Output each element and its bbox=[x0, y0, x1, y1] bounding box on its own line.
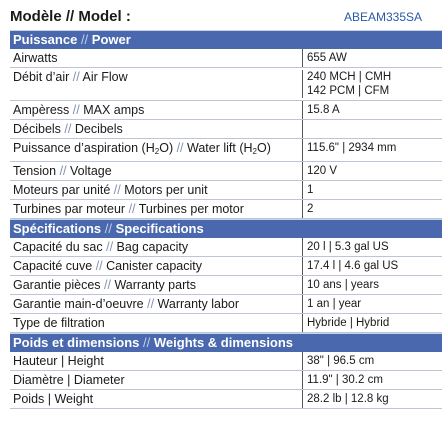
value-line: 2 bbox=[307, 203, 314, 215]
label-en: MAX amps bbox=[83, 103, 145, 117]
spec-value bbox=[302, 295, 442, 313]
spec-sections bbox=[10, 30, 442, 409]
value-line: 1 an | year bbox=[307, 298, 362, 310]
spec-value bbox=[302, 101, 442, 119]
spec-value bbox=[302, 314, 442, 332]
value-line: 142 PCM | CFM bbox=[307, 85, 390, 97]
spec-label bbox=[10, 162, 302, 180]
label-fr: Débit d’air bbox=[13, 70, 70, 84]
spec-value bbox=[302, 257, 442, 275]
spec-value bbox=[302, 49, 442, 67]
separator: // bbox=[125, 202, 139, 216]
separator: // bbox=[69, 70, 83, 84]
label-en: Motors per unit bbox=[124, 183, 208, 197]
spec-row bbox=[10, 162, 442, 181]
spec-value bbox=[302, 200, 442, 218]
value-line: 1 bbox=[307, 184, 314, 196]
spec-label bbox=[10, 390, 302, 408]
separator: // bbox=[101, 221, 116, 236]
value-line: 10 ans | years bbox=[307, 279, 380, 291]
label-fr: Capacité cuve bbox=[13, 259, 93, 273]
separator: // bbox=[77, 32, 92, 47]
spec-row bbox=[10, 139, 442, 162]
section-title-en: Power bbox=[91, 32, 131, 47]
label-fr: Décibels bbox=[13, 122, 61, 136]
spec-label bbox=[10, 276, 302, 294]
label-fr: Poids | Weight bbox=[13, 392, 94, 406]
label-en: Decibels bbox=[74, 122, 123, 136]
value-line: Hybride | Hybrid bbox=[307, 317, 390, 329]
spec-row bbox=[10, 120, 442, 139]
label-fr: Tension bbox=[13, 164, 57, 178]
spec-sheet bbox=[10, 0, 442, 409]
section-title-en: Specifications bbox=[115, 221, 204, 236]
spec-row bbox=[10, 181, 442, 200]
spec-label bbox=[10, 200, 302, 218]
section-title-en: Weights & dimensions bbox=[153, 335, 294, 350]
spec-label bbox=[10, 181, 302, 199]
spec-label bbox=[10, 120, 302, 138]
label-en: Bag capacity bbox=[116, 240, 189, 254]
label-en: Water lift $(H_2O)$ bbox=[187, 141, 271, 156]
separator: // bbox=[92, 259, 107, 273]
value-line: 655 AW bbox=[307, 52, 347, 64]
spec-row bbox=[10, 390, 442, 409]
value-line: 38" | 96.5 cm bbox=[307, 355, 375, 367]
label-fr: Garantie main-d’oeuvre bbox=[13, 297, 144, 311]
spec-row bbox=[10, 352, 442, 371]
separator: // bbox=[69, 103, 84, 117]
value-line: 28.2 lb | 12.8 kg bbox=[307, 393, 389, 405]
label-en: Voltage bbox=[70, 164, 112, 178]
label-en: Canister capacity bbox=[106, 259, 202, 273]
label-en: Warranty labor bbox=[157, 297, 240, 311]
spec-label bbox=[10, 101, 302, 119]
model-title: Modèle // Model : bbox=[10, 8, 131, 25]
value-line: 15.8 A bbox=[307, 104, 340, 116]
separator: // bbox=[143, 297, 158, 311]
label-en: Air Flow bbox=[82, 70, 128, 84]
spec-value bbox=[302, 120, 442, 138]
model-code: ABEAM335SA bbox=[343, 10, 422, 24]
spec-row bbox=[10, 49, 442, 68]
label-fr: Diamètre | Diameter bbox=[13, 373, 125, 387]
label-fr: Airwatts bbox=[13, 51, 58, 65]
label-fr: Moteurs par unité bbox=[13, 183, 111, 197]
spec-row bbox=[10, 238, 442, 257]
value-line: 115.6" | 2934 mm bbox=[307, 142, 397, 154]
label-fr: Type de filtration bbox=[13, 316, 105, 330]
model-header bbox=[10, 8, 442, 30]
value-line: 11.9" | 30.2 cm bbox=[307, 374, 383, 386]
spec-value bbox=[302, 162, 442, 180]
spec-row bbox=[10, 276, 442, 295]
separator: // bbox=[102, 240, 117, 254]
spec-row bbox=[10, 257, 442, 276]
spec-label bbox=[10, 314, 302, 332]
separator: // bbox=[100, 278, 115, 292]
spec-value bbox=[302, 371, 442, 389]
separator: // bbox=[56, 164, 70, 178]
separator: // bbox=[173, 141, 188, 155]
spec-label bbox=[10, 257, 302, 275]
section-header bbox=[10, 333, 442, 352]
spec-label bbox=[10, 238, 302, 256]
section-header bbox=[10, 30, 442, 49]
separator: // bbox=[139, 335, 154, 350]
spec-row bbox=[10, 200, 442, 219]
label-en: Warranty parts bbox=[114, 278, 196, 292]
spec-row bbox=[10, 101, 442, 120]
value-line: 20 l | 5.3 gal US bbox=[307, 241, 389, 253]
label-fr: Hauteur | Height bbox=[13, 354, 104, 368]
section-header bbox=[10, 219, 442, 238]
label-fr: Garantie pièces bbox=[13, 278, 101, 292]
spec-row bbox=[10, 371, 442, 390]
spec-row bbox=[10, 68, 442, 101]
spec-value bbox=[302, 139, 442, 161]
spec-value bbox=[302, 352, 442, 370]
spec-label bbox=[10, 49, 302, 67]
value-line: 17.4 l | 4.6 gal US bbox=[307, 260, 399, 272]
spec-label bbox=[10, 371, 302, 389]
section-title-fr: Poids et dimensions bbox=[13, 335, 140, 350]
label-fr: Capacité du sac bbox=[13, 240, 103, 254]
separator: // bbox=[60, 122, 75, 136]
value-line: 240 MCH | CMH bbox=[307, 71, 392, 83]
value-line: 120 V bbox=[307, 165, 338, 177]
spec-label bbox=[10, 295, 302, 313]
separator: // bbox=[110, 183, 125, 197]
spec-row bbox=[10, 295, 442, 314]
spec-value bbox=[302, 70, 442, 98]
spec-value bbox=[302, 181, 442, 199]
spec-value bbox=[302, 390, 442, 408]
spec-label bbox=[10, 352, 302, 370]
spec-label bbox=[10, 139, 302, 161]
spec-label bbox=[10, 70, 302, 98]
label-fr: Turbines par moteur bbox=[13, 202, 126, 216]
section-title-fr: Puissance bbox=[13, 32, 78, 47]
spec-row bbox=[10, 314, 442, 333]
label-fr: Puissance d’aspiration $(H_2O)$ bbox=[13, 141, 174, 156]
section-title-fr: Spécifications bbox=[13, 221, 102, 236]
label-en: Turbines per motor bbox=[138, 202, 244, 216]
spec-value bbox=[302, 238, 442, 256]
label-fr: Ampèress bbox=[13, 103, 70, 117]
spec-value bbox=[302, 276, 442, 294]
